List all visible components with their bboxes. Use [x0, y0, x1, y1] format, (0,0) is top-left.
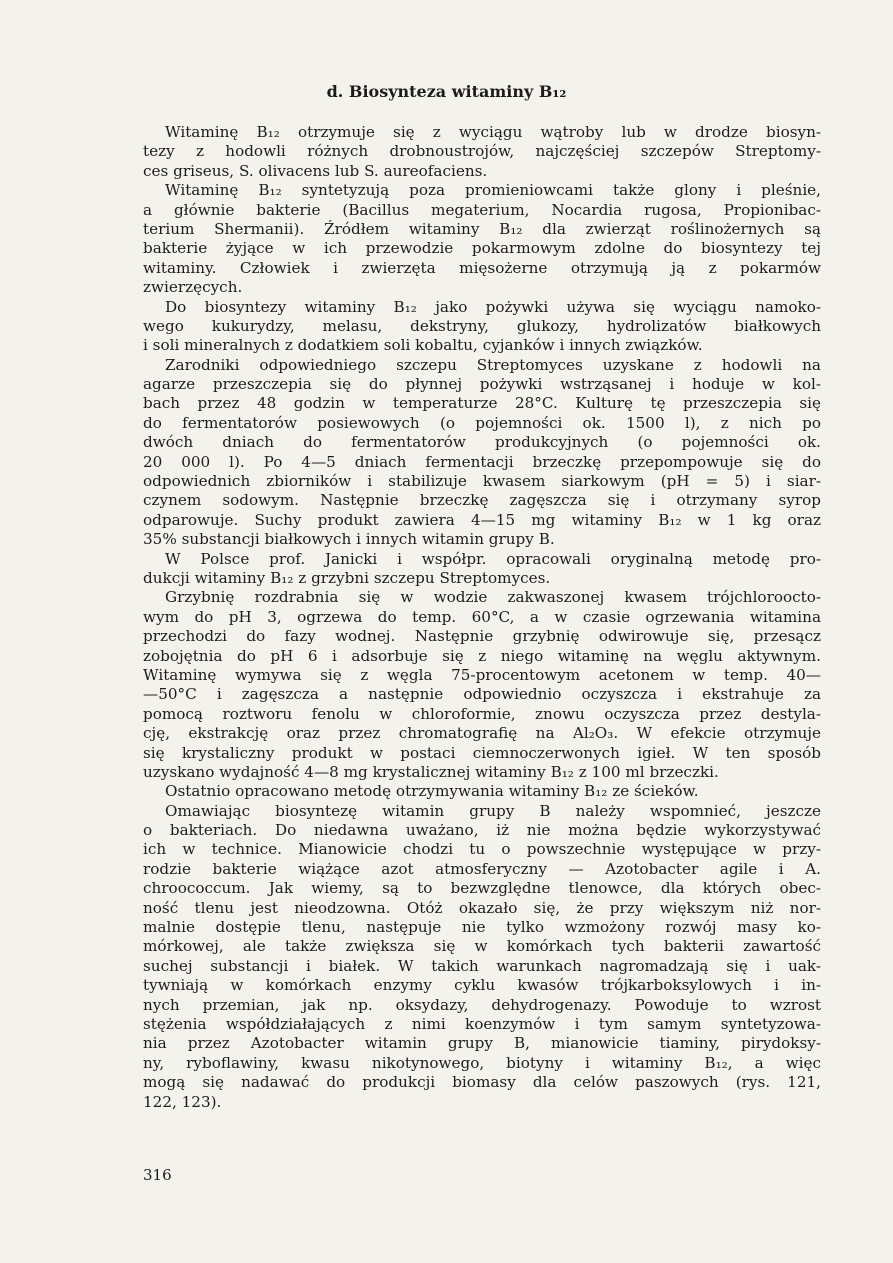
text-line: —50°C i zagęszcza a następnie odpowiednio oczyszcza i ekstrahuje za — [143, 685, 821, 704]
text-line: tywniają w komórkach enzymy cyklu kwasów trójkarboksylowych i in- — [143, 976, 821, 995]
text-line: odparowuje. Suchy produkt zawiera 4—15 mg witaminy B₁₂ w 1 kg oraz — [143, 510, 821, 529]
text-line: malnie dostępie tlenu, następuje nie tylko wzmożony rozwój masy ko- — [143, 918, 821, 937]
text-line: suchej substancji i białek. W takich warunkach nagromadzają się i uak- — [143, 956, 821, 975]
text-line: agarze przeszczepia się do płynnej pożywki wstrząsanej i hoduje w kol- — [143, 375, 821, 394]
text-line: odpowiednich zbiorników i stabilizuje kwasem siarkowym (pH = 5) i siar- — [143, 472, 821, 491]
text-line: Witaminę B₁₂ otrzymuje się z wyciągu wątroby lub w drodze biosyn- — [165, 123, 821, 141]
text-line: 35% substancji białkowych i innych witamin grupy B. — [143, 530, 555, 549]
text-line: 20 000 l). Po 4—5 dniach fermentacji brzeczkę przepompowuje się do — [143, 452, 821, 471]
text-line: o bakteriach. Do niedawna uważano, iż nie można będzie wykorzystywać — [143, 821, 821, 840]
text-line: nych przemian, jak np. oksydazy, dehydrogenazy. Powoduje to wzrost — [143, 995, 821, 1014]
text-line: chroococcum. Jak wiemy, są to bezwzględne tlenowce, dla których obec- — [143, 879, 821, 898]
text-line: czynem sodowym. Następnie brzeczkę zagęszcza się i otrzymany syrop — [143, 491, 821, 510]
text-line: Grzybnię rozdrabnia się w wodzie zakwaszonej kwasem trójchloroocto- — [165, 588, 821, 607]
text-line: i soli mineralnych z dodatkiem soli kobaltu, cyjanków i innych związków. — [143, 336, 703, 355]
text-line: się krystaliczny produkt w postaci ciemnoczerwonych igieł. W ten sposób — [143, 743, 821, 762]
text-line: ces griseus, S. olivacens lub S. aureofaciens. — [143, 161, 488, 180]
text-line: tezy z hodowli różnych drobnoustrojów, najczęściej szczepów Streptomy- — [143, 142, 821, 161]
text-line: nia przez Azotobacter witamin grupy B, mianowicie tiaminy, pirydoksy- — [143, 1034, 821, 1053]
text-line: wego kukurydzy, melasu, dekstryny, glukozy, hydrolizatów białkowych — [143, 316, 821, 335]
text-line: Do biosyntezy witaminy B₁₂ jako pożywki używa się wyciągu namoko- — [165, 297, 821, 316]
text-line: ny, ryboflawiny, kwasu nikotynowego, biotyny i witaminy B₁₂, a więc — [143, 1053, 821, 1072]
text-line: pomocą roztworu fenolu w chloroformie, znowu oczyszcza przez destyla- — [143, 704, 821, 723]
text-line: mórkowej, ale także zwiększa się w komórkach tych bakterii zawartość — [143, 937, 821, 956]
text-line: a głównie bakterie (Bacillus megaterium, Nocardia rugosa, Propionibac- — [143, 200, 821, 219]
body-text — [143, 123, 821, 1112]
text-line: W Polsce prof. Janicki i współpr. opracowali oryginalną metodę pro- — [165, 549, 821, 568]
text-line: cję, ekstrakcję oraz przez chromatografię na Al₂O₃. W efekcie otrzymuje — [143, 724, 821, 743]
text-line: bakterie żyjące w ich przewodzie pokarmowym zdolne do biosyntezy tej — [143, 239, 821, 258]
text-line: rodzie bakterie wiążące azot atmosferyczny — Azotobacter agile i A. — [143, 859, 821, 878]
text-line: mogą się nadawać do produkcji biomasy dla celów paszowych (rys. 121, — [143, 1073, 821, 1092]
text-line: zobojętnia do pH 6 i adsorbuje się z niego witaminę na węglu aktywnym. — [143, 646, 821, 665]
text-line: zwierzęcych. — [143, 278, 243, 297]
text-line: uzyskano wydajność 4—8 mg krystalicznej witaminy B₁₂ z 100 ml brzeczki. — [143, 762, 719, 781]
text-line: przechodzi do fazy wodnej. Następnie grzybnię odwirowuje się, przesącz — [143, 627, 821, 646]
text-line: ich w technice. Mianowicie chodzi tu o powszechnie występujące w przy- — [143, 840, 821, 859]
text-line: dwóch dniach do fermentatorów produkcyjnych (o pojemności ok. — [143, 433, 821, 452]
text-line: do fermentatorów posiewowych (o pojemności ok. 1500 l), z nich po — [143, 413, 821, 432]
text-line: Witaminę B₁₂ syntetyzują poza promieniowcami także glony i pleśnie, — [165, 181, 821, 200]
text-line: Zarodniki odpowiedniego szczepu Streptomyces uzyskane z hodowli na — [165, 355, 821, 374]
text-line: witaminy. Człowiek i zwierzęta mięsożerne otrzymują ją z pokarmów — [143, 258, 821, 277]
text-line: 122, 123). — [143, 1092, 222, 1111]
text-line: bach przez 48 godzin w temperaturze 28°C. Kulturę tę przeszczepia się — [143, 394, 821, 413]
text-line: dukcji witaminy B₁₂ z grzybni szczepu Streptomyces. — [143, 568, 551, 587]
text-line: Ostatnio opracowano metodę otrzymywania witaminy B₁₂ ze ścieków. — [165, 782, 699, 801]
text-line: Witaminę wymywa się z węgla 75-procentowym acetonem w temp. 40— — [143, 665, 821, 684]
page-number: 316 — [143, 1166, 172, 1184]
text-line: Omawiając biosyntezę witamin grupy B należy wspomnieć, jeszcze — [165, 801, 821, 820]
text-line: stężenia współdziałających z nimi koenzymów i tym samym syntetyzowa- — [143, 1014, 821, 1033]
text-line: ność tlenu jest nieodzowna. Otóż okazało się, że przy większym niż nor- — [143, 898, 821, 917]
text-line: wym do pH 3, ogrzewa do temp. 60°C, a w czasie ogrzewania witamina — [143, 607, 821, 626]
text-line: terium Shermanii). Źródłem witaminy B₁₂ dla zwierząt roślinożernych są — [143, 219, 821, 238]
section-heading: d. Biosynteza witaminy B₁₂ — [326, 82, 567, 101]
